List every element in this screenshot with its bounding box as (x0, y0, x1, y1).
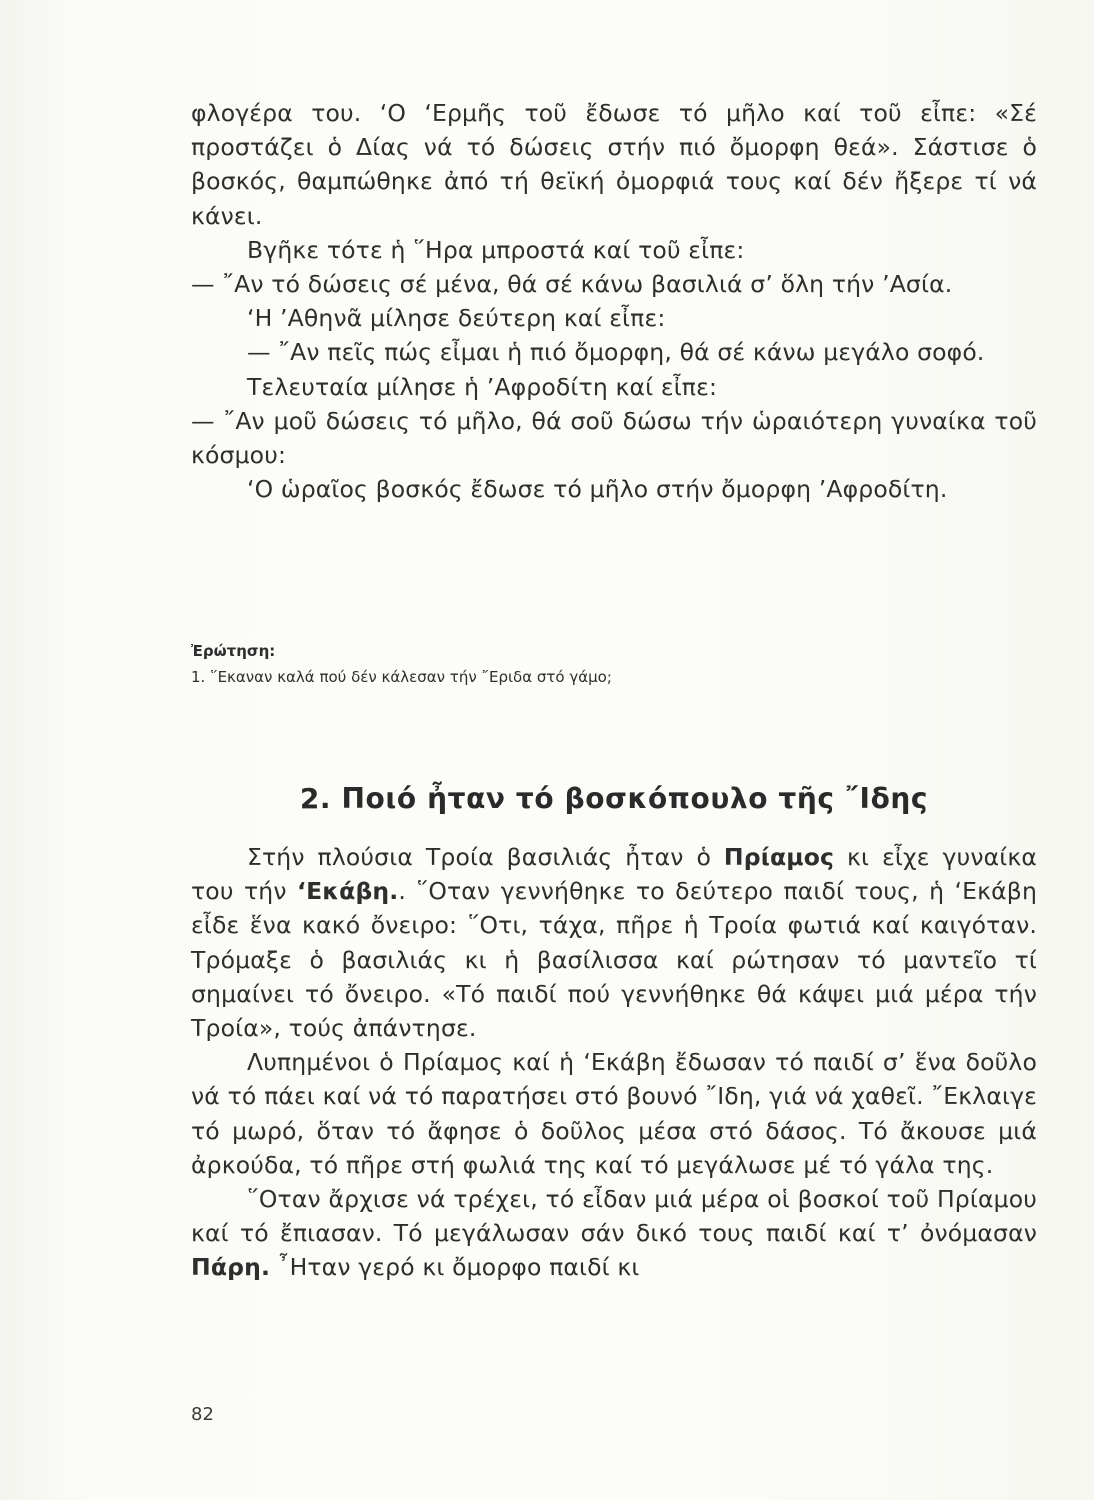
question-block (191, 638, 1037, 690)
section-heading: 2. Ποιό ἦταν τό βοσκόπουλο τῆς ῎Ιδης (299, 782, 929, 815)
paragraph: ‘Ο ὡραῖος βοσκός ἔδωσε τό μῆλο στήν ὄμορφη ’Αφροδίτη. (247, 475, 948, 504)
question-item: 1. ῞Εκαναν καλά πού δέν κάλεσαν τήν ῎Εριδα στό γάμο; (191, 668, 612, 686)
text-run: κι εἶχε γυναίκα του τήν (191, 843, 1037, 906)
paragraph: φλογέρα του. ‘Ο ‘Ερμῆς τοῦ ἔδωσε τό μῆλο καί τοῦ εἶπε: «Σέ προστάζει ὁ Δίας νά τό δώσεις στήν πιό ὄμορφη θεά». Σάστισε ὁ βοσκός, θαμπώθηκε ἀπό τή θεϊκή ὀμορφιά τους καί δέν ἤξερε τί νά κάνει. (191, 99, 1037, 230)
question-title: Ἐρώτηση: (191, 642, 276, 660)
paragraph (191, 840, 1037, 1045)
dialogue-line: — ῎Αν τό δώσεις σέ μένα, θά σέ κάνω βασιλιά σ’ ὅλη τήν ’Ασία. (191, 270, 953, 299)
name-ekavi: ‘Εκάβη. (297, 877, 399, 906)
paragraph: Βγῆκε τότε ἡ ῞Ηρα μπροστά καί τοῦ εἶπε: (247, 235, 745, 264)
page-number: 82 (191, 1404, 214, 1425)
name-priamos: Πρίαμος (723, 843, 835, 871)
text-run: ῏Ηταν γερό κι ὄμορφο παιδί κι (270, 1253, 640, 1282)
text-run: . ῞Οταν γεννήθηκε το δεύτερο παιδί τους, ἡ ‘Εκάβη εἶδε ἕνα κακό ὄνειρο: ῞Οτι, τάχα, πῆρε ἡ Τροία φωτιά καί καιγόταν. Τρόμαξε ὁ βασιλιάς κι ἡ βασίλισσα καί ρώτησαν τό μαντεῖο τί σημαίνει τό ὄνειρο. «Τό παιδί πού γεννήθηκε θά κάψει μιά μέρα τήν Τροία», τούς ἀπάντησε. (191, 877, 1038, 1043)
name-paris: Πάρη. (191, 1253, 271, 1282)
dialogue-line: — ῎Αν πεῖς πώς εἶμαι ἡ πιό ὄμορφη, θά σέ κάνω μεγάλο σοφό. (247, 338, 985, 367)
text-run: ῞Οταν ἄρχισε νά τρέχει, τό εἶδαν μιά μέρα οἱ βοσκοί τοῦ Πρίαμου καί τό ἔπιασαν. Τό μεγάλωσαν σάν δικό τους παιδί καί τ’ ὀνόμασαν (191, 1185, 1037, 1248)
paragraph (191, 1182, 1037, 1285)
dialogue-line: — ῎Αν μοῦ δώσεις τό μῆλο, θά σοῦ δώσω τήν ὡραιότερη γυναίκα τοῦ κόσμου: (191, 406, 1037, 470)
top-text-block (191, 96, 1037, 506)
text-run: Στήν πλούσια Τροία βασιλιάς ἦταν ὁ (247, 843, 724, 871)
paragraph: Λυπημένοι ὁ Πρίαμος καί ἡ ‘Εκάβη ἔδωσαν τό παιδί σ’ ἕνα δοῦλο νά τό πάει καί νά τό παρατήσει στό βουνό ῎Ιδη, γιά νά χαθεῖ. ῎Εκλαιγε τό μωρό, ὅταν τό ἄφησε ὁ δοῦλος μέσα στό δάσος. Τό ἄκουσε μιά ἀρκούδα, τό πῆρε στή φωλιά της καί τό μεγάλωσε μέ τό γάλα της. (191, 1048, 1037, 1179)
paragraph: ‘Η ’Αθηνᾶ μίλησε δεύτερη καί εἶπε: (247, 304, 666, 333)
paragraph: Τελευταία μίλησε ἡ ’Αφροδίτη καί εἶπε: (247, 372, 718, 401)
bottom-text-block (191, 840, 1037, 1285)
